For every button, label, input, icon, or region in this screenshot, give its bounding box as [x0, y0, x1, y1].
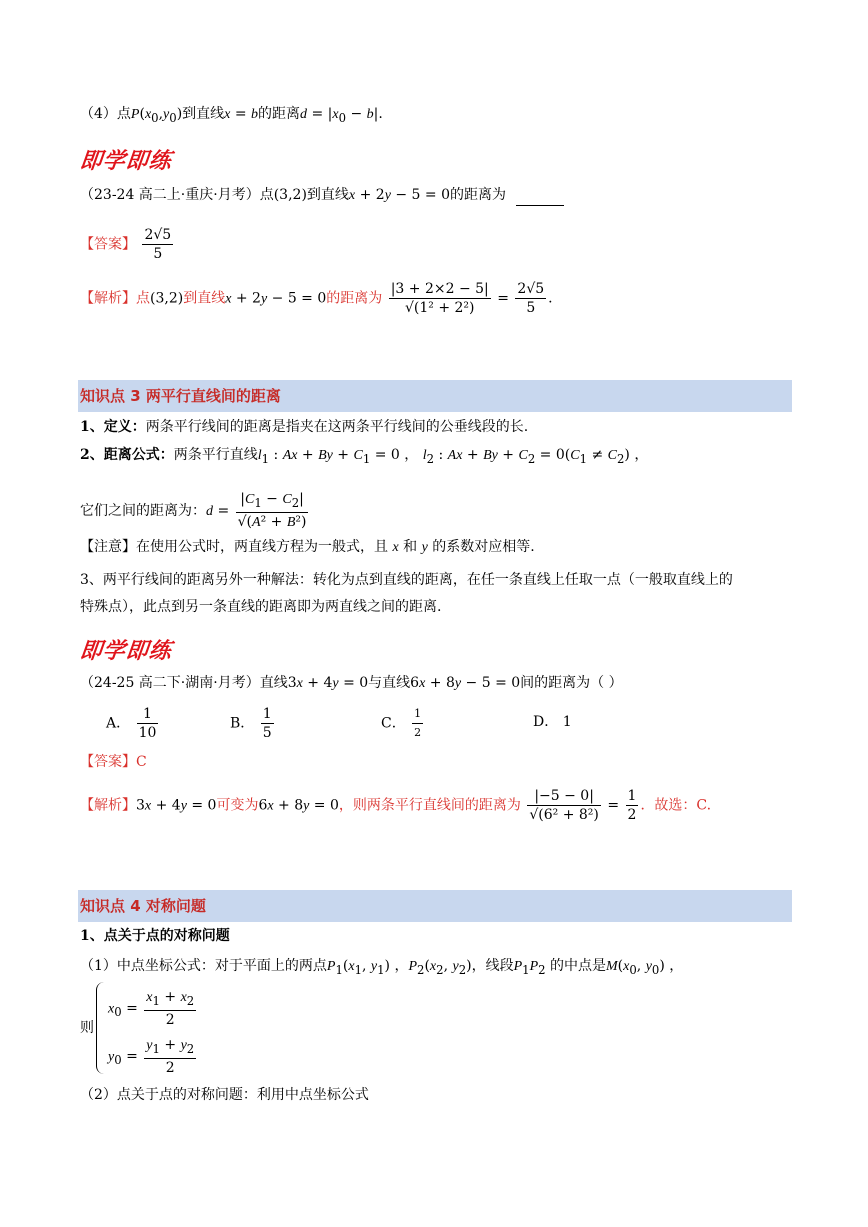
q2-analysis-result: $\frac{1}{2}$	[627, 788, 637, 823]
item4-mid: 到直线	[182, 106, 225, 122]
q2-source: （24-25 高二下·湖南·月考）	[80, 675, 260, 691]
kp4-banner: 知识点 4 对称问题	[78, 890, 792, 922]
q1-question: （23-24 高二上·重庆·月考）点(3,2)到直线x + 2y − 5 = 0的距离为	[80, 185, 564, 206]
item4-prefix: （4）点	[80, 106, 131, 122]
option-b-value: $\frac{1}{5}$	[262, 706, 272, 741]
kp3-method-line2: 特殊点），此点到另一条直线的距离即为两直线之间的距离.	[80, 599, 442, 615]
kp3-note-c: 的系数对应相等.	[432, 539, 535, 555]
kp4-sub1: 1、点关于点的对称问题	[80, 928, 230, 944]
kp3-def-label: 1、定义：	[80, 419, 146, 435]
option-c[interactable]	[381, 705, 425, 742]
q1-analysis-c: 的距离为	[326, 290, 383, 307]
q2-question: （24-25 高二下·湖南·月考）直线3x + 4y = 0与直线6x + 8y − 5 = 0间的距离为（ ）	[80, 675, 623, 691]
q2-analysis-b: ，则两条平行直线间的距离为	[338, 797, 521, 814]
q1-text-c: 的距离为	[449, 187, 506, 203]
option-d-label: D．	[533, 714, 559, 730]
q2-answer-value: C	[136, 754, 147, 770]
q1-answer	[80, 226, 175, 263]
kp4-mid-b: ，线段	[471, 958, 514, 974]
kp3-banner: 知识点 3 两平行直线间的距离	[78, 380, 792, 412]
kp3-formula: 2、距离公式：两条平行直线$l_1$ : $Ax + By + C_1 = 0$ ， $l_2$ : $Ax + By + C_2 = 0(C_1 \ne C_2)$ ，	[80, 447, 649, 466]
item4-mid2: 的距离	[258, 106, 301, 122]
item4-line: （4）点$P(x_0,y_0)$到直线x = b的距离$d = |x_0 - b|$.	[80, 106, 383, 125]
kp3-note-a: 在使用公式时，两直线方程为一般式，且	[136, 539, 388, 555]
q2-text-c: 间的距离为（ ）	[520, 675, 623, 691]
option-a-value: $\frac{1}{10}$	[138, 706, 157, 741]
q1-text-a: 点	[259, 187, 274, 203]
practice-heading-2: 即学即练	[78, 639, 174, 664]
kp3-note-b: 和	[403, 539, 418, 555]
option-d-value: 1	[562, 714, 572, 730]
q2-answer-label: 【答案】	[80, 754, 136, 770]
option-c-value: $\frac{1}{2}$	[414, 707, 422, 739]
option-a[interactable]	[106, 705, 160, 742]
kp3-method-line1: 3、两平行线间的距离另外一种解法：转化为点到直线的距离，在任一条直线上任取一点（一般取直线上的	[80, 572, 733, 588]
q2-analysis-a: 可变为	[216, 797, 259, 814]
q2-analysis-fraction: $\frac{|-5 - 0|}{\text{√(6² + 8²)}}$	[529, 788, 599, 823]
q1-source: （23-24 高二上·重庆·月考）	[80, 187, 260, 203]
q1-text-b: 到直线	[306, 187, 349, 203]
q2-analysis: 【解析】3x + 4y = 0可变为6x + 8y = 0，则两条平行直线间的距离为 $\frac{|-5 - 0|}{\text{√(6² + 8²)}}$ = $\frac{1}{2}$ ．故选：C.	[80, 788, 712, 823]
option-b-label: B．	[230, 715, 255, 732]
option-b[interactable]	[230, 705, 276, 742]
q2-text-a: 直线	[259, 675, 288, 691]
system-brace	[96, 982, 107, 1074]
q2-analysis-c: ．故选：C.	[640, 797, 712, 814]
item4-end: .	[378, 106, 383, 122]
kp4-sub2: （2）点关于点的对称问题：利用中点坐标公式	[80, 1087, 369, 1103]
option-d[interactable]	[533, 712, 572, 732]
option-a-label: A．	[106, 715, 131, 732]
option-c-label: C．	[381, 715, 406, 732]
kp3-dist-text: 它们之间的距离为：	[80, 502, 206, 519]
kp4-y0-formula: $y_0$ = $\frac{y_1 + y_2}{2}$	[108, 1037, 195, 1076]
q1-answer-fraction: $\frac{2√5}{5}$	[144, 227, 172, 262]
q1-answer-label: 【答案】	[80, 236, 136, 253]
q1-analysis-label: 【解析】	[80, 290, 136, 307]
answer-blank	[516, 191, 564, 206]
q1-analysis-fraction: $\frac{|3 + 2\times 2 - 5|}{\text{√(1² + 2²)}}$	[390, 281, 489, 316]
kp3-note: 【注意】在使用公式时，两直线方程为一般式，且 x 和 y 的系数对应相等.	[80, 539, 535, 555]
q2-answer	[80, 752, 147, 772]
kp4-then: 则	[80, 1020, 94, 1036]
q1-analysis-b: 到直线	[183, 290, 226, 307]
kp4-mid-label: （1）中点坐标公式：对于平面上的两点	[80, 958, 327, 974]
kp3-distance-fraction: $\frac{|C_1 - C_2|}{\text{√(A² + B²)}}$	[237, 491, 307, 530]
q2-analysis-label: 【解析】	[80, 797, 136, 814]
kp3-def-text: 两条平行线间的距离是指夹在这两条平行线间的公垂线段的长.	[145, 419, 529, 435]
q1-analysis: 【解析】点(3,2)到直线x + 2y − 5 = 0的距离为 $\frac{|3 + 2\times 2 - 5|}{\text{√(1² + 2²)}}$ = $\frac{2√5}{5}$ .	[80, 281, 553, 316]
practice-heading: 即学即练	[78, 149, 174, 174]
kp4-x0-formula: $x_0$ = $\frac{x_1 + x_2}{2}$	[108, 989, 195, 1028]
q1-analysis-result: $\frac{2√5}{5}$	[517, 281, 545, 316]
kp3-note-label: 【注意】	[80, 539, 136, 555]
kp3-formula-text: 两条平行直线	[173, 447, 258, 463]
kp3-definition	[80, 417, 528, 437]
kp4-midpoint: （1）中点坐标公式：对于平面上的两点$P_1(x_1$, $y_1$) ，$P_2(x_2$, $y_2$)，线段$P_1P_2$ 的中点是$M(x_0$, $y_0$) ，	[80, 958, 684, 977]
kp4-mid-c: 的中点是	[550, 958, 606, 974]
q2-text-b: 与直线	[368, 675, 411, 691]
q1-analysis-a: 点	[136, 290, 150, 307]
kp3-distance: 它们之间的距离为：d = $\frac{|C_1 - C_2|}{\text{√(A² + B²)}}$	[80, 491, 307, 530]
kp3-formula-label: 2、距离公式：	[80, 447, 174, 463]
